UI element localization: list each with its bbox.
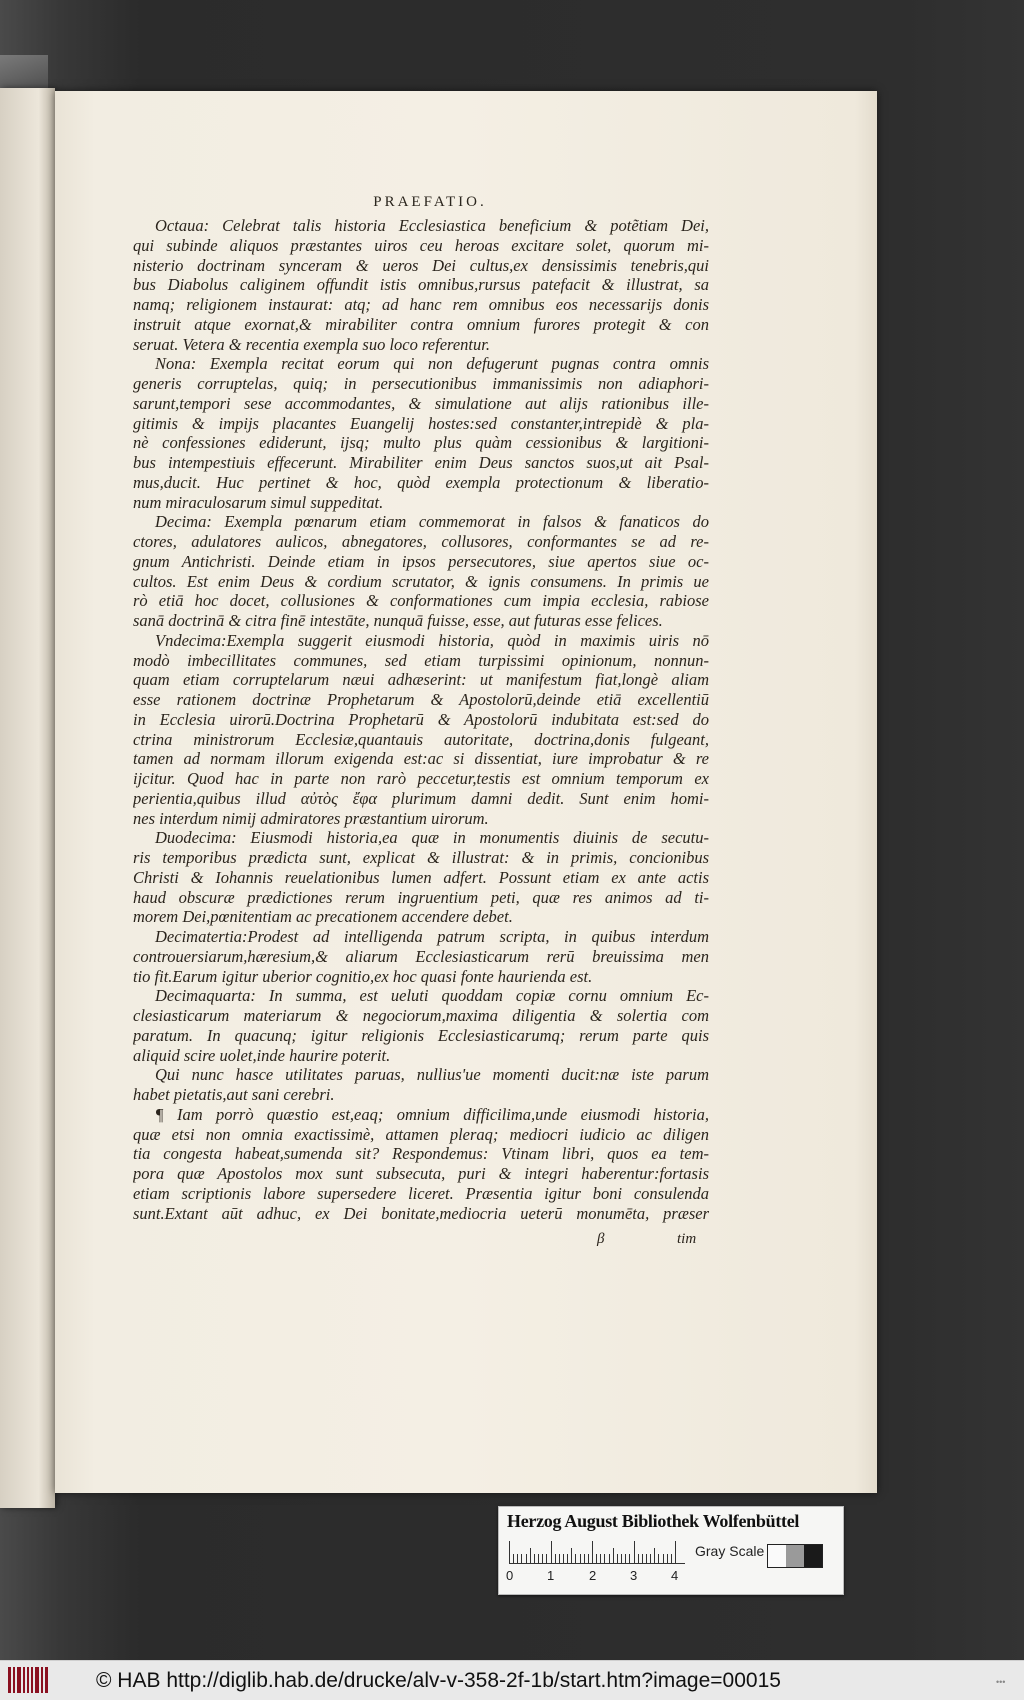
- text-line: in Ecclesia uirorū.Doctrina Prophetarū & Apostolorū indubitata est:sed do: [133, 709, 709, 729]
- ruler-tick: [650, 1554, 651, 1563]
- text-line: paratum. In quacunq; igitur religionis Ecclesiasticarumq; rerum parte quis: [133, 1025, 709, 1045]
- ruler-tick: [663, 1554, 664, 1563]
- ruler-tick: [617, 1554, 618, 1563]
- ruler-tick: [526, 1554, 527, 1563]
- ruler-tick: [638, 1554, 639, 1563]
- text-line: etiam scriptionis labore supersedere liceret. Præsentia igitur boni consulenda: [133, 1183, 709, 1203]
- page-heading: PRAEFATIO.: [373, 194, 487, 210]
- text-line: tia congesta habeat,sumenda sit? Respondemus: Vtinam libri, quos ea tem-: [133, 1144, 709, 1164]
- scale-number: 2: [589, 1568, 597, 1583]
- text-line: cultos. Est enim Deus & cordium scrutator, & ignis consumens. In primis ue: [133, 571, 709, 591]
- ruler-tick: [604, 1554, 605, 1563]
- text-line: quæ etsi non omnia exactissimè, attamen pleraq; mediocri iudicio ac diligen: [133, 1124, 709, 1144]
- text-line: Qui nunc hasce utilitates paruas, nullius'ue momenti ducit:næ iste parum: [155, 1065, 709, 1085]
- text-line: sunt.Extant aūt adhuc, ex Dei bonitate,mediocria ueterū monumēta, præser: [133, 1203, 709, 1223]
- text-line: aliquid scire uolet,inde haurire poterit.: [133, 1045, 391, 1065]
- ruler-tick: [646, 1554, 647, 1563]
- ruler-tick: [534, 1554, 535, 1563]
- text-line: rò etiā hoc docet, collusiones & conformationes cum impia ecclesia, rabiose: [133, 591, 709, 611]
- text-line: nè confessiones ediderunt, ijsq; multo plus quàm cessionibus & largitioni-: [133, 433, 709, 453]
- text-line: bus intempestiuis effecerunt. Mirabiliter enim Deus sanctos suos,ut ait Psal-: [133, 453, 709, 472]
- text-line: sanā doctrinā & citra finē intestāte, nunquā fuisse, esse, aut futuras esse felices.: [133, 611, 663, 630]
- text-line: namq; religionem instaurat: atq; ad hanc rem omnibus eos necessarijs donis: [133, 295, 709, 314]
- ruler-tick: [609, 1554, 610, 1563]
- ruler-tick: [671, 1554, 672, 1563]
- text-line: nes interdum nimij admiratores præstantium uirorum.: [133, 808, 489, 828]
- ruler-tick: [571, 1548, 572, 1563]
- text-line: perientia,quibus illud αὐτὸς ἔφα plurimum damni dedit. Sunt enim homi-: [133, 788, 709, 808]
- text-line: Decima: Exempla pœnarum etiam commemorat in falsos & fanaticos do: [155, 512, 709, 532]
- ruler-tick: [521, 1554, 522, 1563]
- scale-number: 3: [630, 1568, 638, 1583]
- ruler-tick: [555, 1554, 556, 1563]
- text-line: ctrina ministrorum Ecclesiæ,quantauis autoritate, doctrina,donis fulgeant,: [133, 729, 709, 749]
- scale-ruler: [509, 1541, 685, 1564]
- footer-url-text[interactable]: © HAB http://diglib.hab.de/drucke/alv-v-358-2f-1b/start.htm?image=00015: [96, 1669, 781, 1692]
- ruler-tick: [542, 1554, 543, 1563]
- text-line: qui subinde aliquos præstantes uiros ceu heroas excitare solet, quorum mi-: [133, 235, 709, 255]
- text-line: gnum Antichristi. Deinde etiam in ipsos persecutores, siue apertos siue oc-: [133, 551, 709, 571]
- ruler-tick: [575, 1554, 576, 1563]
- ruler-tick: [625, 1554, 626, 1563]
- text-line: nisterio doctrinam synceram & ueros Dei cultus,ex densissimis tenebris,qui: [133, 255, 709, 275]
- signature-mark: β: [597, 1231, 605, 1247]
- gray-patch-white: [768, 1545, 786, 1567]
- ruler-tick: [596, 1554, 597, 1563]
- scale-number: 0: [506, 1568, 514, 1583]
- text-line: seruat. Vetera & recentia exempla suo loco referentur.: [133, 334, 490, 354]
- ruler-tick: [546, 1554, 547, 1563]
- text-line: Duodecima: Eiusmodi historia,ea quæ in monumentis diuinis de secutu-: [155, 828, 709, 848]
- ruler-tick: [634, 1541, 635, 1563]
- ruler-tick: [567, 1554, 568, 1563]
- text-line: ris temporibus prædicta sunt, explicat & illustrat: & in primis, concionibus: [133, 848, 709, 867]
- text-line: sarunt,tempori sese accommodantes, & simulatione aut alijs rationibus ille-: [133, 393, 709, 413]
- text-line: haud obscuræ prædictiones rerum ingruentium peti, quæ res animos ad ti-: [133, 887, 709, 907]
- ruler-tick: [559, 1554, 560, 1563]
- hab-logo-icon: [8, 1667, 48, 1693]
- ruler-tick: [517, 1554, 518, 1563]
- text-line: controuersiarum,hæresium,& aliarum Ecclesiasticarum rerū breuissima men: [133, 946, 709, 966]
- text-line: Nona: Exempla recitat eorum qui non defugerunt pugnas contra omnis: [155, 354, 709, 374]
- ruler-tick: [667, 1554, 668, 1563]
- scale-card-title: Herzog August Bibliothek Wolfenbüttel: [507, 1511, 800, 1531]
- text-line: ¶ Iam porrò quæstio est,eaq; omnium difficilima,unde eiusmodi historia,: [155, 1104, 709, 1124]
- catchword: tim: [677, 1231, 697, 1247]
- ruler-tick: [613, 1548, 614, 1563]
- ruler-tick: [629, 1554, 630, 1563]
- gray-scale-swatch: [767, 1544, 823, 1568]
- ruler-tick: [588, 1554, 589, 1563]
- gray-patch-black: [804, 1545, 822, 1567]
- ruler-tick: [563, 1554, 564, 1563]
- body-text: [133, 216, 709, 1223]
- ruler-tick: [509, 1541, 510, 1563]
- text-line: instruit atque exornat,& mirabiliter contra omnium furores protegit & con: [133, 314, 709, 334]
- ruler-tick: [513, 1554, 514, 1563]
- text-line: modò imbecillitates communes, sed etiam turpissimi opinionum, nonnun-: [133, 650, 709, 670]
- text-line: clesiasticarum materiarum & negociorum,maxima diligentia & solertia com: [133, 1006, 709, 1025]
- facing-page-edge: [0, 88, 55, 1508]
- ruler-tick: [551, 1541, 552, 1563]
- footer-bar: [0, 1660, 1024, 1700]
- ruler-tick: [654, 1548, 655, 1563]
- text-line: ijcitur. Quod hac in parte non rarò peccetur,testis est omnium temporum ex: [133, 769, 709, 788]
- text-line: habet pietatis,aut sani cerebri.: [133, 1085, 335, 1104]
- ruler-tick: [642, 1554, 643, 1563]
- gray-patch-mid: [786, 1545, 804, 1567]
- gray-scale-label: Gray Scale: [695, 1543, 765, 1559]
- ruler-tick: [592, 1541, 593, 1563]
- text-line: Decimatertia:Prodest ad intelligenda patrum scripta, in quibus interdum: [155, 927, 709, 946]
- ruler-tick: [538, 1554, 539, 1563]
- ruler-tick: [600, 1554, 601, 1563]
- text-line: tamen ad normam illorum exigenda est:ac si dissentiat, iure improbatur & re: [133, 749, 709, 769]
- ruler-tick: [584, 1554, 585, 1563]
- text-line: tio fit.Earum igitur uberior cognitio,ex hoc quasi fonte haurienda est.: [133, 966, 593, 986]
- text-line: Decimaquarta: In summa, est ueluti quoddam copiæ cornu omnium Ec-: [155, 986, 709, 1006]
- text-line: morem Dei,pœnitentiam ac precationem accendere debet.: [133, 907, 513, 927]
- text-line: Christi & Iohannis reuelationibus lumen adfert. Possunt etiam ex ante actis: [133, 867, 709, 887]
- ruler-tick: [530, 1548, 531, 1563]
- text-line: Octaua: Celebrat talis historia Ecclesiastica beneficium & potẽtiam Dei,: [155, 216, 709, 235]
- text-line: pora quæ Apostolos mox sunt subsecuta, puri & integri haberentur:fortasis: [133, 1164, 709, 1183]
- ruler-tick: [658, 1554, 659, 1563]
- text-line: gitimis & impijs placantes Euangelij hostes:sed constanter,intrepidè & pla-: [133, 413, 709, 433]
- text-line: ctores, adulatores aulicos, abnegatores, collusores, conformantes se ad re-: [133, 532, 709, 551]
- text-line: Vndecima:Exempla suggerit eiusmodi historia, quòd in maximis uiris nō: [155, 630, 709, 650]
- scale-number: 1: [547, 1568, 555, 1583]
- text-line: quam etiam corruptelarum næui adhæserint: ut manifestum fiat,longè aliam: [133, 670, 709, 690]
- text-line: mus,ducit. Huc pertinet & hoc, quòd exempla protectionum & liberatio-: [133, 472, 709, 492]
- footer-dots: •••: [996, 1677, 1006, 1687]
- ruler-tick: [675, 1541, 676, 1563]
- scale-number: 4: [671, 1568, 679, 1583]
- color-calibration-card: [498, 1506, 844, 1595]
- text-line: esse rationem doctrinæ Prophetarum & Apostolorū,deinde etiā excellentiū: [133, 690, 709, 709]
- ruler-tick: [580, 1554, 581, 1563]
- text-line: num miraculosarum simul suppeditat.: [133, 492, 384, 512]
- text-line: bus Diabolus caliginem offundit istis omnibus,rursus patefacit & illustrat, sa: [133, 275, 709, 295]
- ruler-tick: [621, 1554, 622, 1563]
- text-line: generis corruptelas, quiq; in persecutionibus immanissimis non adiaphori-: [133, 374, 709, 393]
